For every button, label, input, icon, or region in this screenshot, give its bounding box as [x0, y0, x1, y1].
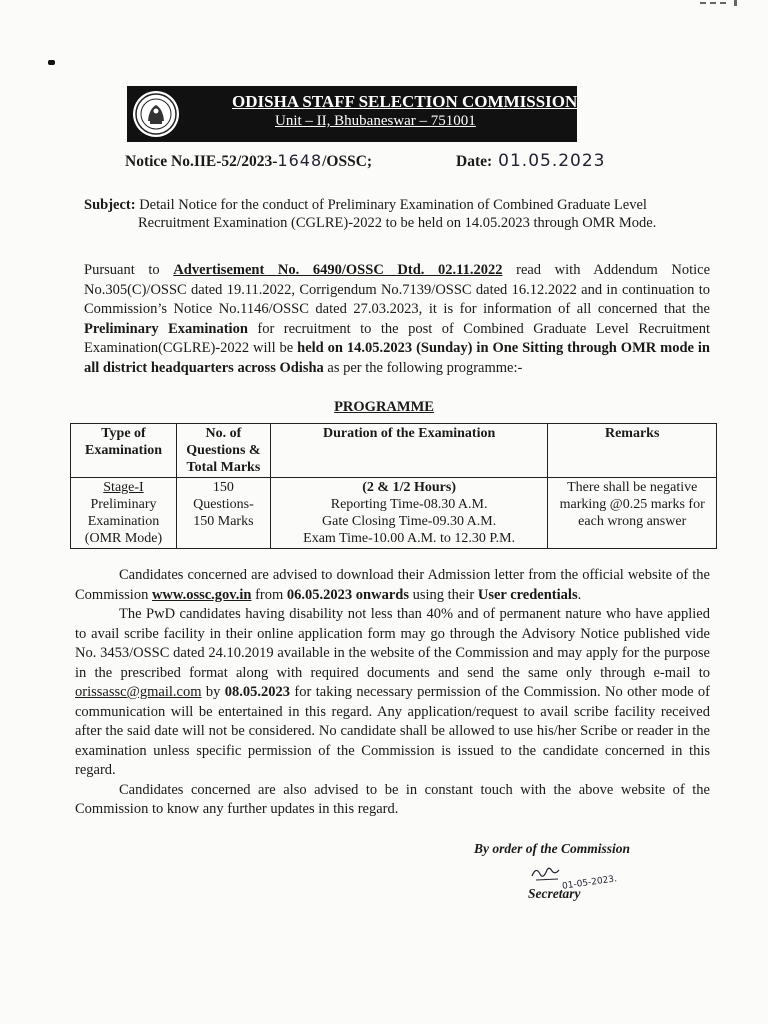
scan-corner-mark	[700, 0, 752, 8]
cell-duration: (2 & 1/2 Hours) Reporting Time-08.30 A.M. Gate Closing Time-09.30 A.M. Exam Time-10.00 A.M. to 12.30 P.M.	[270, 478, 548, 549]
commission-name: ODISHA STAFF SELECTION COMMISSION	[232, 92, 578, 111]
subject	[84, 196, 710, 232]
programme-table	[70, 423, 717, 549]
website-link[interactable]: www.ossc.gov.in	[151, 586, 252, 603]
header-duration: Duration of the Examination	[270, 424, 548, 478]
letterhead	[127, 86, 577, 142]
updates-paragraph: Candidates concerned are also advised to be in constant touch with the above website of the Commission to know any further updates in this regard.	[75, 781, 710, 817]
handwritten-date: 01.05.2023	[498, 151, 606, 171]
by-order-line: By order of the Commission	[474, 841, 631, 856]
intro-paragraph: Pursuant to Advertisement No. 6490/OSSC Dtd. 02.11.2022 read with Addendum Notice No.305(C)/OSSC dated 19.11.2022, Corrigendum No.7139/OSSC dated 16.12.2022 and in continuation to Commission’s Notice No.1146/OSSC dated 27.03.2023, it is for information of all concerned that the Preliminary Examination for recruitment to the post of Combined Graduate Level Recruitment Examination(CGLRE)-2022 will be held on 14.05.2023 (Sunday) in One Sitting through OMR mode in all district headquarters across Odisha as per the following programme:-	[84, 262, 710, 376]
subject-line-2: Recruitment Examination (CGLRE)-2022 to be held on 14.05.2023 through OMR Mode.	[138, 215, 657, 231]
header-remarks: Remarks	[548, 424, 717, 478]
subject-line-1: Detail Notice for the conduct of Preliminary Examination of Combined Graduate Level	[139, 197, 647, 213]
designation: Secretary	[528, 886, 581, 901]
odisha-seal-icon	[133, 91, 179, 137]
handwritten-notice-number: 1648	[277, 151, 323, 170]
notice-date: Date: 01.05.2023	[456, 151, 606, 171]
signature-date: 01-05-2023.	[561, 874, 618, 892]
email-link[interactable]: orissassc@gmail.com	[75, 684, 202, 700]
scan-dot	[48, 60, 55, 65]
admission-paragraph: Candidates concerned are advised to download their Admission letter from the official website of the Commission www.ossc.gov.in from 06.05.2023 onwards using their User credentials.	[75, 567, 710, 603]
notice-number: Notice No.IIE-52/2023-1648/OSSC;	[125, 151, 373, 170]
table-row	[71, 478, 717, 549]
commission-address: Unit – II, Bhubaneswar – 751001	[275, 113, 476, 129]
cell-type: Stage-I Preliminary Examination (OMR Mode)	[71, 478, 177, 549]
cell-remarks: There shall be negative marking @0.25 marks for each wrong answer	[548, 478, 717, 549]
cell-questions: 150 Questions- 150 Marks	[176, 478, 270, 549]
body-text	[75, 566, 710, 820]
header-questions: No. of Questions & Total Marks	[176, 424, 270, 478]
pwd-paragraph: The PwD candidates having disability not less than 40% and of permanent nature who have applied to avail scribe facility in their online application form may go through the Advisory Notice published vide No. 3453/OSSC dated 24.10.2019 available in the website of the Commission and may apply for the purpose in the prescribed format along with required documents and send the same only through e-mail to orissassc@gmail.com by 08.05.2023 for taking necessary permission of the Commission. No other mode of communication will be entertained in this regard. Any application/request to avail scribe facility received after the said date will not be considered. No candidate shall be allowed to use his/her Scribe or reader in the examination unless specific permission of the Commission is issued to the candidate concerned in this regard.	[75, 606, 710, 778]
header-type: Type of Examination	[71, 424, 177, 478]
programme-title: PROGRAMME	[334, 399, 434, 415]
subject-label: Subject:	[84, 197, 136, 213]
table-header-row	[71, 424, 717, 478]
advertisement-reference: Advertisement No. 6490/OSSC Dtd. 02.11.2022	[173, 262, 503, 278]
